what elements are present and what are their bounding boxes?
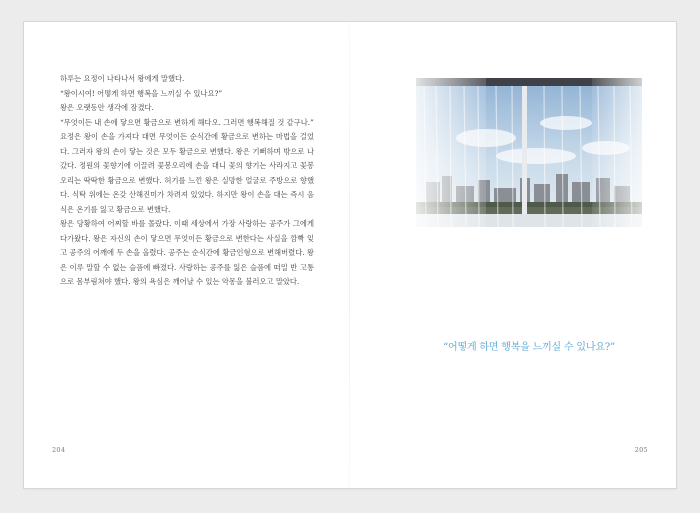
page-gutter [349, 22, 350, 488]
paragraph-4: “무엇이든 내 손에 닿으면 황금으로 변하게 해다오. 그러면 행복해질 것 같구나.” [60, 117, 314, 127]
left-page-body [60, 72, 314, 290]
paragraph-2: “왕이시여! 어떻게 하면 행복을 느끼실 수 있나요?” [60, 88, 223, 98]
paragraph-5: 요정은 왕이 손을 가져다 대면 무엇이든 순식간에 황금으로 변하는 마법을 걸었다. 그러자 왕의 손이 닿는 것은 모두 황금으로 변했다. 왕은 기뻐하며 밖으로 나갔다. 정원의 꽃향기에 이끌려 꽃봉오리에 손을 대니 꽃의 향기는 사라지고 꽃봉오리는 딱딱한 황금으로 변했다. 허기를 느낀 왕은 실망한 얼굴로 주방으로 향했다. 식탁 위에는 온갖 산해진미가 차려져 있었다. 하지만 왕이 손을 대는 즉시 음식은 온기를 잃고 황금으로 변했다. [60, 132, 314, 214]
paragraph-6: 왕은 당황하여 어찌할 바를 몰랐다. 이때 세상에서 가장 사랑하는 공주가 그에게 다가왔다. 왕은 자신의 손이 닿으면 무엇이든 황금으로 변한다는 사실을 깜빡 잊고 공주의 어깨에 두 손을 올렸다. 공주는 순식간에 황금인형으로 변해버렸다. 왕은 이루 말할 수 없는 슬픔에 빠졌다. 사랑하는 공주를 잃은 슬픔에 떠밀 반 고통으로 몸부림쳐야 했다. 왕의 욕심은 깨어날 수 있는 악몽을 불러오고 말았다. [60, 219, 314, 286]
paragraph-3: 왕은 오랫동안 생각에 잠겼다. [60, 103, 154, 112]
pull-quote: “어떻게 하면 행복을 느끼실 수 있나요?” [443, 342, 615, 353]
right-page-number: 205 [634, 446, 648, 454]
left-page-number: 204 [52, 446, 66, 454]
window-curtain-photo [416, 78, 642, 227]
book-spread [24, 22, 676, 488]
paragraph-1: 하루는 요정이 나타나서 왕에게 말했다. [60, 74, 185, 83]
